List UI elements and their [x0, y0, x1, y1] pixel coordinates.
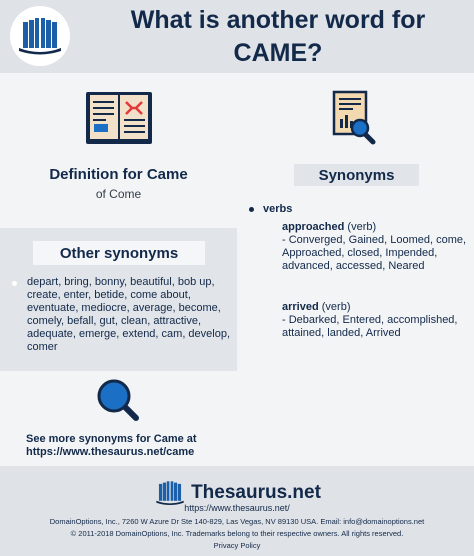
synonym-list: - Converged, Gained, Loomed, come, Approached, closed, Impended, advanced, accessed, Neared: [282, 234, 467, 272]
synonym-pos: (verb): [344, 221, 377, 233]
synonym-entry-approached: [282, 221, 472, 273]
other-synonyms-list: depart, bring, bonny, beautiful, bob up, create, enter, betide, come about, eventuate, mediocre, average, become, comely, befall, gut, clean, attractive, adequate, emerge, extend, cam, develop, comer: [27, 276, 231, 353]
synonym-entry-arrived: [282, 301, 472, 340]
more-synonyms-line1: See more synonyms for Came at: [26, 433, 197, 445]
synonyms-heading: Synonyms: [294, 164, 419, 186]
site-logo[interactable]: [10, 6, 70, 66]
other-synonyms-heading: Other synonyms: [33, 241, 205, 265]
other-synonyms-bullet: [12, 281, 17, 286]
synonym-word[interactable]: arrived: [282, 301, 319, 313]
synonym-pos: (verb): [318, 301, 351, 313]
footer-copyright: © 2011-2018 DomainOptions, Inc. Trademarks belong to their respective owners. All rights reserved.: [70, 529, 404, 538]
book-logo-icon: [17, 16, 63, 56]
page-title: [84, 4, 472, 70]
definition-panel: [0, 73, 237, 228]
privacy-policy-link[interactable]: Privacy Policy: [213, 541, 261, 550]
synonym-word[interactable]: approached: [282, 221, 345, 233]
more-synonyms-link[interactable]: [26, 433, 236, 459]
more-synonyms-url[interactable]: https://www.thesaurus.net/came: [26, 446, 195, 458]
page-title-line2: CAME?: [233, 39, 323, 67]
verbs-bullet: [249, 207, 254, 212]
more-synonyms-panel: [0, 371, 237, 466]
page-title-line1: What is another word for: [130, 6, 426, 34]
magnifier-icon: [96, 378, 142, 424]
footer-address: DomainOptions, Inc., 7260 W Azure Dr Ste 140-829, Las Vegas, NV 89130 USA. Email: info@domainoptions.net: [49, 517, 425, 526]
definition-subtitle: of Come: [95, 187, 142, 201]
other-synonyms-panel: [0, 228, 237, 371]
synonyms-panel: [237, 73, 474, 466]
definition-title: Definition for Came: [49, 166, 188, 183]
header: [0, 0, 474, 73]
document-search-icon: [331, 89, 379, 147]
footer-brand-name: Thesaurus.net: [191, 482, 321, 503]
synonym-list: - Debarked, Entered, accomplished, attained, landed, Arrived: [282, 314, 458, 339]
footer: [0, 466, 474, 556]
open-book-icon: [84, 88, 154, 148]
footer-url[interactable]: https://www.thesaurus.net/: [184, 503, 290, 513]
part-of-speech-label: verbs: [263, 203, 293, 215]
